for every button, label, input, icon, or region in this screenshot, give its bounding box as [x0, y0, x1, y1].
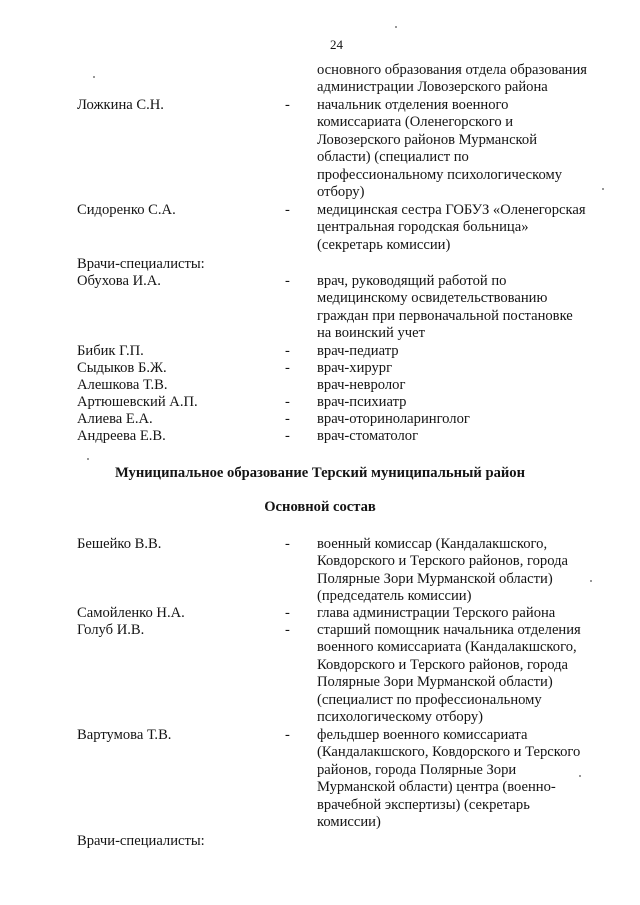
doctor-name: Андреева Е.В.: [77, 428, 166, 444]
role-line: врач-хирург: [317, 360, 393, 376]
doctors-label: Врачи-специалисты:: [77, 256, 205, 272]
role-line: глава администрации Терского района: [317, 605, 556, 621]
member-name: Ложкина С.Н.: [77, 97, 164, 113]
continuation-line: основного образования отдела образования: [317, 62, 588, 78]
doctor-name: Алиева Е.А.: [77, 411, 153, 427]
role-line: комиссии): [317, 814, 381, 831]
role-line: Полярные Зори Мурманской области): [317, 570, 553, 587]
municipality-heading: Муниципальное образование Терский муниципальный район: [114, 465, 526, 481]
scan-speck: [93, 76, 95, 78]
doctor-role: [317, 394, 617, 411]
role-line: врач, руководящий работой по: [317, 273, 507, 289]
member-dash: -: [285, 727, 290, 743]
role-line: начальник отделения военного: [317, 97, 509, 113]
doctor-dash: -: [285, 273, 290, 289]
role-line: медицинскому освидетельствованию: [317, 290, 548, 307]
role-line: врач-оториноларинголог: [317, 411, 470, 427]
role-line: профессиональному психологическому: [317, 166, 563, 183]
role-line: Ковдорского и Терского районов, города: [317, 553, 568, 570]
member-dash: -: [285, 97, 290, 113]
scan-speck: [579, 775, 581, 777]
doctor-role: [317, 343, 617, 360]
doctor-role: [317, 411, 617, 428]
doctor-dash: -: [285, 411, 290, 427]
role-line: (секретарь комиссии): [317, 236, 451, 253]
role-line: медицинская сестра ГОБУЗ «Оленегорская: [317, 202, 586, 218]
doctor-name: Бибик Г.П.: [77, 343, 144, 359]
member-role: [317, 622, 617, 726]
continuation-line: администрации Ловозерского района: [317, 79, 548, 96]
role-line: врач-педиатр: [317, 343, 399, 359]
role-line: комиссариата (Оленегорского и: [317, 114, 514, 131]
role-line: (председатель комиссии): [317, 588, 472, 605]
role-line: врач-психиатр: [317, 394, 407, 410]
role-line: отбору): [317, 184, 365, 201]
role-line: (специалист по профессиональному: [317, 691, 542, 708]
member-name: Сидоренко С.А.: [77, 202, 176, 218]
page-number: 24: [330, 37, 343, 52]
member-name: Голуб И.В.: [77, 622, 145, 638]
doctor-role: [317, 360, 617, 377]
member-name: Бешейко В.В.: [77, 536, 162, 552]
doctor-name: Артюшевский А.П.: [77, 394, 198, 410]
member-role: [317, 202, 617, 254]
doctor-dash: -: [285, 428, 290, 444]
doctor-name: Сыдыков Б.Ж.: [77, 360, 167, 376]
member-role: [317, 536, 617, 606]
scan-speck: [395, 26, 397, 28]
role-line: Ловозерского районов Мурманской: [317, 131, 538, 148]
member-role: [317, 97, 617, 201]
role-line: районов, города Полярные Зори: [317, 761, 517, 778]
doctor-name: Алешкова Т.В.: [77, 377, 168, 393]
member-name: Самойленко Н.А.: [77, 605, 185, 621]
member-dash: -: [285, 622, 290, 638]
role-line: старший помощник начальника отделения: [317, 622, 581, 638]
scan-speck: [590, 580, 592, 582]
scan-speck: [87, 458, 89, 460]
doctor-dash: -: [285, 360, 290, 376]
doctor-dash: -: [285, 394, 290, 410]
role-line: Ковдорского и Терского районов, города: [317, 656, 568, 673]
role-line: Полярные Зори Мурманской области): [317, 674, 553, 691]
doctor-name: Обухова И.А.: [77, 273, 161, 289]
member-name: Вартумова Т.В.: [77, 727, 172, 743]
member-role: [317, 605, 617, 622]
role-line: Мурманской области) центра (военно-: [317, 779, 556, 796]
role-line: центральная городская больница»: [317, 219, 529, 236]
role-line: на воинский учет: [317, 325, 425, 342]
role-line: (Кандалакшского, Ковдорского и Терского: [317, 744, 581, 761]
role-line: военного комиссариата (Кандалакшского,: [317, 639, 577, 656]
doctor-role: [317, 428, 617, 445]
role-line: граждан при первоначальной постановке: [317, 307, 573, 324]
doctor-role: [317, 273, 617, 343]
doctor-dash: -: [285, 343, 290, 359]
role-line: психологическому отбору): [317, 709, 483, 726]
member-dash: -: [285, 536, 290, 552]
role-line: врач-невролог: [317, 377, 406, 393]
role-line: фельдшер военного комиссариата: [317, 727, 528, 743]
role-line: врач-стоматолог: [317, 428, 419, 444]
member-dash: -: [285, 202, 290, 218]
doctors-label: Врачи-специалисты:: [77, 833, 205, 849]
member-role: [317, 727, 617, 831]
main-composition-heading: Основной состав: [264, 499, 376, 515]
member-dash: -: [285, 605, 290, 621]
role-line: области) (специалист по: [317, 149, 469, 166]
role-line: военный комиссар (Кандалакшского,: [317, 536, 548, 552]
scan-speck: [602, 188, 604, 190]
continuation-text: [317, 62, 617, 97]
doctor-role: [317, 377, 617, 394]
role-line: врачебной экспертизы) (секретарь: [317, 796, 530, 813]
